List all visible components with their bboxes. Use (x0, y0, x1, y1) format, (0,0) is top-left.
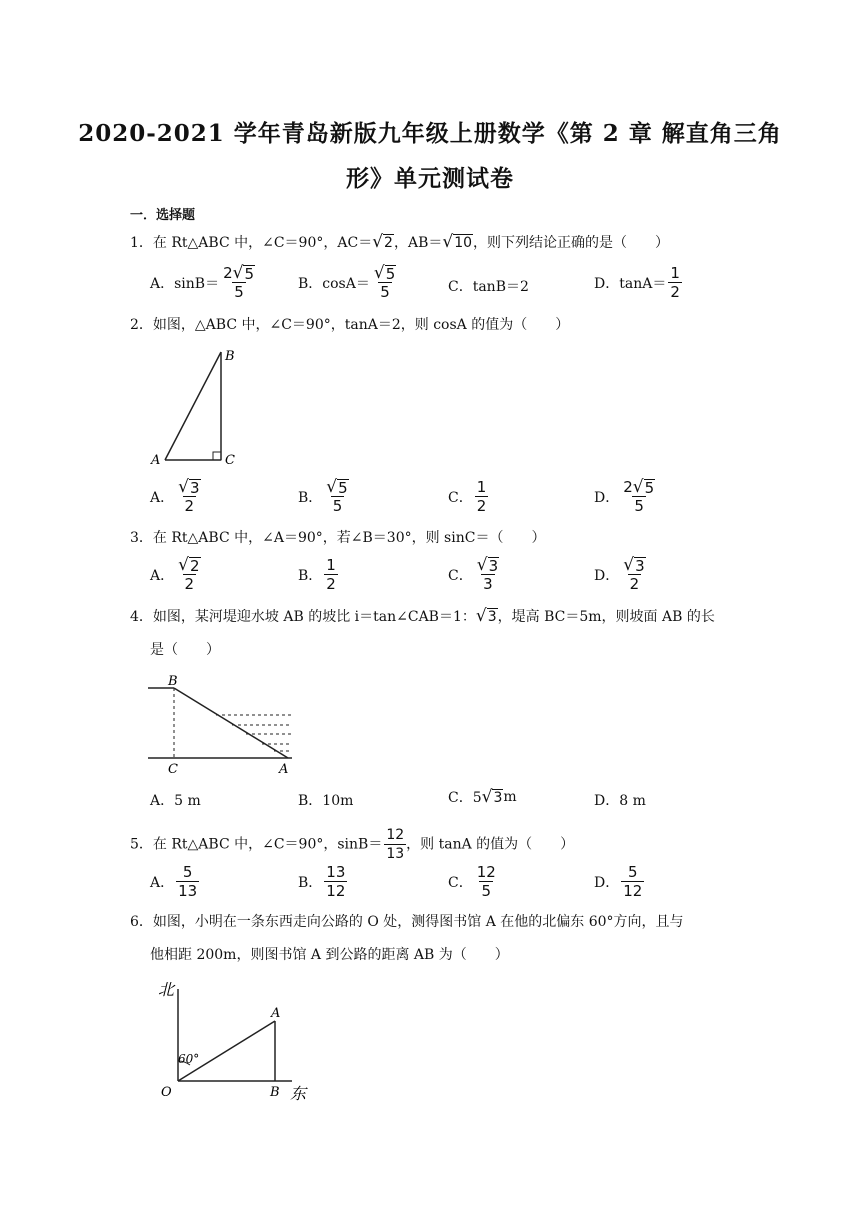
q1-text-a: 1．在 Rt△ABC 中，∠C＝90°，AC＝ (130, 235, 373, 251)
q2-label-c: C (225, 453, 235, 468)
q4-sqrt: √ 3 (475, 606, 497, 626)
q6-label-a: A (271, 1006, 281, 1021)
question-2: 2．如图，△ABC 中，∠C＝90°，tanA＝2，则 cosA 的值为（ ） (130, 317, 570, 333)
q1-text-c: ，则下列结论正确的是（ ） (473, 235, 670, 251)
q2-label-b: B (225, 349, 235, 364)
section-heading: 一．选择题 (130, 208, 196, 223)
q5-option-c[interactable]: C． $\frac{12}{5}$ (448, 863, 496, 900)
q4-option-a[interactable]: A．5 m (150, 793, 201, 809)
q4-dam-figure (146, 674, 294, 778)
q2-label-a: A (151, 453, 161, 468)
q5-option-d[interactable]: D． $\frac{5}{12}$ (594, 863, 643, 900)
question-1 (130, 233, 669, 253)
q3-option-c[interactable]: C． √ 3 3 (448, 555, 499, 593)
title-line-1: 2020-2021 学年青岛新版九年级上册数学《第 2 章 解直角三角 (78, 120, 782, 147)
question-5: 5．在 Rt△ABC 中，∠C＝90°，sinB＝ $\frac{12}{13}$ ，则 tanA 的值为（ ） (130, 827, 575, 862)
q1-option-d[interactable]: D．tanA＝ $\frac{1}{2}$ (594, 264, 680, 301)
q1-sqrt-1: √ 2 (372, 232, 393, 252)
q6-label-east: 东 (290, 1084, 307, 1103)
q6-label-angle: 60° (178, 1052, 200, 1066)
q4-label-b: B (168, 674, 178, 689)
question-6: 6．如图，小明在一条东西走向公路的 O 处，测得图书馆 A 在他的北偏东 60°方向，且与 (130, 914, 684, 930)
q1-option-a[interactable]: A．sinB＝ 2 √ 5 5 (150, 263, 255, 301)
q4-label-a: A (279, 762, 289, 777)
question-4: 4．如图，某河堤迎水坡 AB 的坡比 i＝tan∠CAB＝1： √ 3 ，堤高 BC＝5m，则坡面 AB 的长 (130, 606, 715, 626)
q1-sqrt-2: √ 10 (442, 232, 473, 252)
q6-direction-figure (150, 975, 314, 1105)
q3-option-a[interactable]: A． √ 2 2 (150, 555, 200, 593)
q2-option-b[interactable]: B． √ 5 5 (298, 477, 348, 515)
q4-option-b[interactable]: B．10m (298, 793, 354, 809)
question-4-cont: 是（ ） (150, 642, 220, 658)
q1-option-b[interactable]: B．cosA＝ √ 5 5 (298, 263, 396, 301)
q6-label-north: 北 (158, 980, 175, 999)
question-3: 3．在 Rt△ABC 中，∠A＝90°，若∠B＝30°，则 sinC＝（ ） (130, 530, 546, 546)
q1-option-c[interactable]: C．tanB＝2 (448, 279, 529, 295)
question-6-cont: 他相距 200m，则图书馆 A 到公路的距离 AB 为（ ） (150, 947, 509, 963)
title-line-2: 形》单元测试卷 (346, 165, 514, 192)
q3-option-b[interactable]: B． $\frac{1}{2}$ (298, 556, 336, 593)
q6-label-o: O (161, 1085, 172, 1100)
q5-option-a[interactable]: A． $\frac{5}{13}$ (150, 863, 198, 900)
q1-text-b: ，AB＝ (393, 235, 443, 251)
q2-option-c[interactable]: C． $\frac{1}{2}$ (448, 478, 487, 515)
q5-option-b[interactable]: B． $\frac{13}{12}$ (298, 863, 346, 900)
q4-label-c: C (168, 762, 178, 777)
q2-option-d[interactable]: D． 2 √ 5 5 (594, 477, 655, 515)
q3-option-d[interactable]: D． √ 3 2 (594, 555, 645, 593)
q2-option-a[interactable]: A． √ 3 2 (150, 477, 200, 515)
q4-option-d[interactable]: D．8 m (594, 793, 646, 809)
q2-triangle-figure (148, 346, 248, 470)
q6-label-b: B (270, 1085, 280, 1100)
q4-option-c[interactable]: C．5 √ 3 m (448, 787, 517, 807)
